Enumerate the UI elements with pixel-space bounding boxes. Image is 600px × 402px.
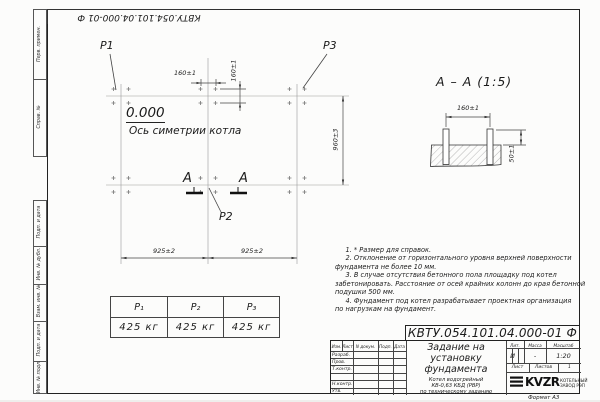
tb-row-prov: Пров. xyxy=(332,359,346,365)
scale-value: 1:20 xyxy=(556,352,571,360)
sheet-label: Лист xyxy=(511,365,524,370)
load-table-value: 425 кг xyxy=(167,317,223,337)
load-table xyxy=(110,296,280,338)
load-table-header: Р₁ xyxy=(134,301,144,313)
scale-label: Масштаб xyxy=(553,342,574,348)
kvzr-logo-text: KVZR xyxy=(525,374,560,389)
note-line: 2. Отклонение от горизонтального уровня верхней поверхности xyxy=(335,254,572,263)
strip-label-podp-data-2: Подп. и дата xyxy=(37,323,42,357)
note-line: 3. В случае отсутствия бетонного пола площадку под котел xyxy=(335,271,557,280)
tb-col-ndokum: N докум. xyxy=(355,343,376,349)
strip-label-podp-data-1: Подп. и дата xyxy=(37,205,42,239)
lit-label: Лит. xyxy=(510,342,520,348)
product-line-1: Котел водогрейный xyxy=(428,376,484,383)
strip-label-inv-dubl: Инв. № дубл. xyxy=(37,247,42,281)
kvzr-logo-sub2: ЗАВОД РЭП xyxy=(560,382,585,388)
tb-col-izm: Изм. xyxy=(331,343,342,349)
note-line: подушки 500 мм. xyxy=(335,288,395,297)
load-table-value: 425 кг xyxy=(223,317,279,337)
tb-row-utv: Утв. xyxy=(332,389,342,395)
format-label: Формат А3 xyxy=(528,394,560,401)
load-table-header: Р₃ xyxy=(223,297,279,317)
doc-title-line-2: установку xyxy=(430,353,482,364)
tb-row-razrab: Разраб. xyxy=(332,352,351,358)
tb-row-nkontr: Н.контр. xyxy=(332,381,353,387)
product-line-2: КВ-0,63 КБД (РВР) xyxy=(431,382,481,389)
product-line-3: по техническому заданию xyxy=(419,388,493,395)
load-table-value: 425 кг xyxy=(111,317,167,337)
dim-960: 960±3 xyxy=(331,128,340,151)
dim-925-right: 925±2 xyxy=(241,247,263,255)
note-line: 4. Фундамент под котел разрабатывает проектная организация xyxy=(335,296,572,305)
kvzr-logo-sub1: КОТЕЛЬНЫЙ xyxy=(560,377,588,383)
kvzr-logo-icon xyxy=(510,376,523,388)
axis-of-symmetry-label: Ось симетрии котла xyxy=(129,125,242,137)
strip-label-inv-podl: Инв. № подл. xyxy=(37,360,42,394)
tb-row-tkontr: Т.контр. xyxy=(332,367,352,373)
elevation-mark: 0.000 xyxy=(126,105,165,121)
point-label-p2: Р2 xyxy=(219,210,233,223)
section-letter-right: А xyxy=(239,171,248,186)
note-line: забетонировать. Расстояние от осей крайних колонн до края бетонной xyxy=(335,279,586,288)
strip-label-vzam-inv: Взам. инв. № xyxy=(37,284,42,318)
title-block xyxy=(330,340,588,395)
section-letter-left: А xyxy=(183,171,192,186)
doc-title-line-1: Задание на xyxy=(427,342,485,353)
section-view-title: А – А (1:5) xyxy=(436,74,513,89)
dim-160-vertical: 160±1 xyxy=(229,59,238,82)
sheets-label: Листов xyxy=(534,365,553,370)
sheets-value: 1 xyxy=(568,365,571,370)
tb-col-data: Дата xyxy=(394,343,405,349)
doc-title-line-3: фундамента xyxy=(424,364,488,375)
dim-160-horizontal: 160±1 xyxy=(174,69,196,77)
tb-col-list: Лист xyxy=(342,343,353,349)
point-label-p1: Р1 xyxy=(100,39,114,52)
lit-value: И xyxy=(510,352,515,360)
load-table-header: Р₂ xyxy=(167,297,223,317)
mass-value: - xyxy=(533,352,537,360)
title-block-doc-number: КВТУ.054.101.04.000-01 Ф xyxy=(405,325,580,340)
note-line: 1. * Размер для справок. xyxy=(335,246,432,254)
tb-col-podp: Подп. xyxy=(379,343,392,349)
top-stamp-doc-number: КВТУ.054.101.04.000-01 Ф xyxy=(47,9,230,24)
strip-label-sprav-n: Справ. № xyxy=(37,105,42,129)
section-dim-160: 160±1 xyxy=(457,104,479,112)
dim-925-left: 925±2 xyxy=(153,247,175,255)
note-line: по нагрузкам на фундамент. xyxy=(335,305,437,314)
point-label-p3: Р3 xyxy=(323,39,337,52)
strip-label-perv-primen: Перв. примен. xyxy=(37,26,42,63)
technical-notes xyxy=(335,246,585,314)
mass-label: Масса xyxy=(528,342,542,348)
section-dim-50: 50±1 xyxy=(507,144,516,163)
note-line: фундамента не более 10 мм. xyxy=(335,262,437,271)
